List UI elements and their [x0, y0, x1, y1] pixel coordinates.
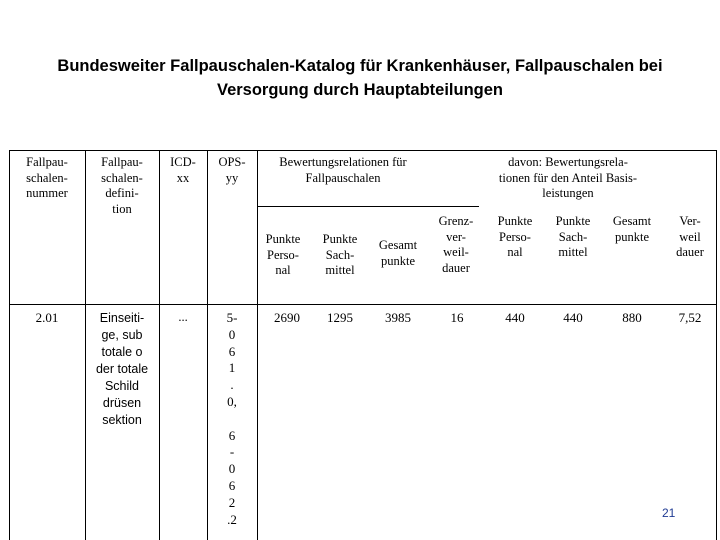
header-punkte-sachmittel: Punkte Sach- mittel	[322, 232, 358, 277]
page-number: 21	[662, 506, 676, 520]
header-icd: ICD- xx	[170, 155, 196, 185]
col-divider	[716, 150, 717, 540]
slide-title-line-1: Bundesweiter Fallpauschalen-Katalog für Krankenhäuser, Fallpauschalen bei	[57, 57, 663, 75]
cell-definition: Einseiti- ge, sub totale o der totale Schild drüsen sektion	[95, 311, 149, 427]
cell-punkte-personal: 2690	[274, 310, 300, 325]
slide-title-line-2: Versorgung durch Hauptabteilungen	[216, 81, 504, 99]
header-grenzverweildauer: Grenz- ver- weil- dauer	[438, 214, 474, 275]
header-punkte-personal: Punkte Perso- nal	[265, 232, 301, 277]
cell-b-gesamtpunkte: 880	[622, 310, 642, 325]
table-subheader-divider	[257, 206, 479, 207]
header-gesamtpunkte: Gesamt punkte	[378, 238, 418, 268]
col-divider	[257, 150, 258, 540]
cell-grenzverweildauer: 16	[450, 310, 464, 325]
cell-verweildauer: 7,52	[678, 310, 702, 325]
table-header-bottom-border	[9, 304, 717, 305]
col-divider	[159, 150, 160, 540]
header-b-punkte-personal: Punkte Perso- nal	[497, 214, 533, 259]
cell-gesamtpunkte: 3985	[385, 310, 411, 325]
header-b-punkte-sachmittel: Punkte Sach- mittel	[555, 214, 591, 259]
header-fallpauschalen-nummer: Fallpau- schalen- nummer	[26, 155, 68, 200]
header-ops: OPS- yy	[218, 155, 246, 185]
header-verweildauer: Ver- weil dauer	[676, 214, 704, 259]
table-left-border	[9, 150, 10, 540]
cell-nummer: 2.01	[35, 310, 59, 325]
cell-icd: ...	[178, 310, 188, 324]
table-top-border	[9, 150, 717, 151]
cell-b-punkte-personal: 440	[505, 310, 525, 325]
header-bewertungsrelationen: Bewertungsrelationen für Fallpauschalen	[279, 155, 407, 185]
header-davon-basisleistungen: davon: Bewertungsrela- tionen für den Anteil Basis- leistungen	[498, 155, 638, 200]
header-fallpauschalen-definition: Fallpau- schalen- defini- tion	[101, 155, 143, 216]
cell-ops: 5- 0 6 1 . 0, 6 - 0 6 2 .2	[226, 310, 238, 527]
header-b-gesamtpunkte: Gesamt punkte	[612, 214, 652, 244]
slide-title	[0, 54, 720, 102]
cell-punkte-sachmittel: 1295	[327, 310, 353, 325]
fallpauschalen-table	[9, 150, 717, 540]
cell-b-punkte-sachmittel: 440	[563, 310, 583, 325]
